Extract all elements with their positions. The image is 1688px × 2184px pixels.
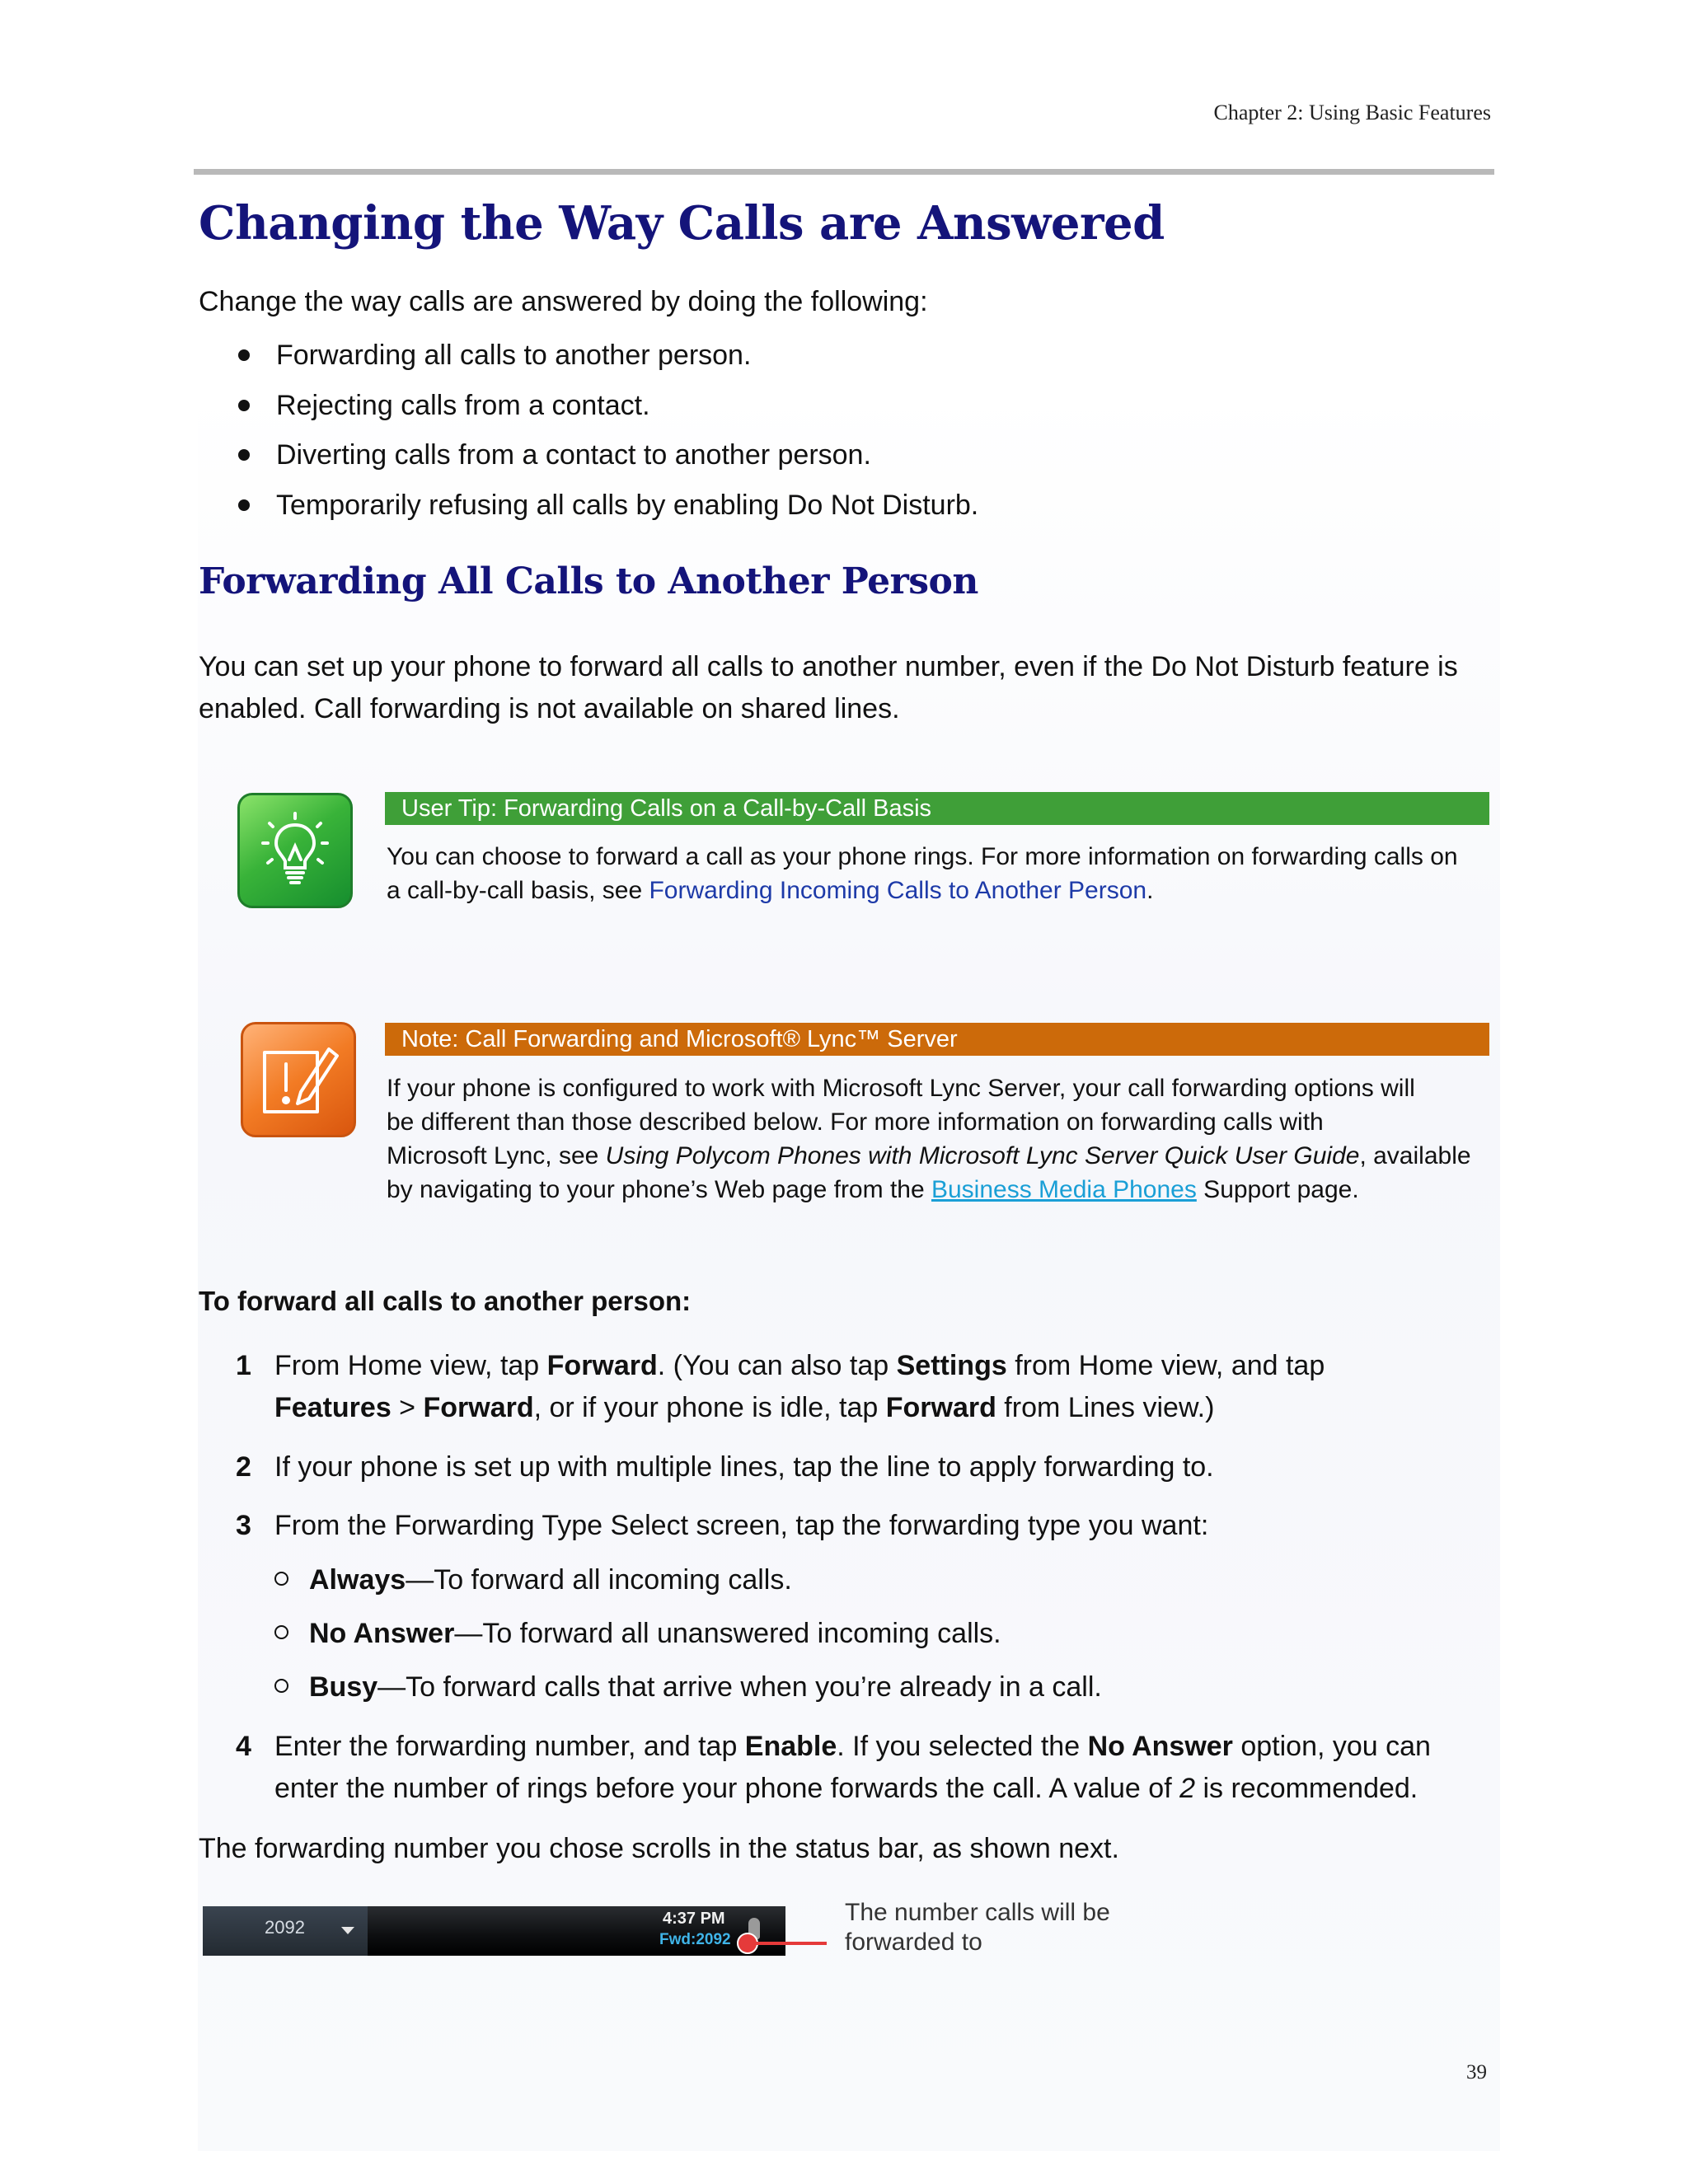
status-bar-caption: [845, 1898, 1110, 1957]
step-segment: Enter the forwarding number, and tap: [274, 1731, 745, 1762]
step-segment: from Home view, and tap: [1006, 1350, 1325, 1381]
list-item-text: Diverting calls from a contact to another person.: [276, 439, 871, 471]
step-text: [274, 1726, 1431, 1810]
step-text: From the Forwarding Type Select screen, tap the forwarding type you want:: [274, 1510, 1209, 1541]
step-text: If your phone is set up with multiple lines, tap the line to apply forwarding to.: [274, 1451, 1214, 1483]
ui-term: Forward: [423, 1392, 534, 1423]
ui-term: Enable: [744, 1731, 837, 1762]
note-pencil-icon: [241, 1022, 356, 1137]
tip-line: You can choose to forward a call as your phone rings. For more information on forwarding calls on: [387, 843, 1458, 870]
note-body: [387, 1071, 1495, 1207]
step-segment: is recommended.: [1195, 1773, 1418, 1804]
note-line: [387, 1139, 1495, 1173]
procedure-title: To forward all calls to another person:: [199, 1286, 692, 1316]
option-no-answer: [274, 1613, 1001, 1655]
chevron-down-icon: [341, 1927, 354, 1934]
step-segment: . (You can also tap: [657, 1350, 897, 1381]
page-number: 39: [1466, 2061, 1487, 2083]
phone-status-bar: [203, 1906, 785, 1956]
note-text: Microsoft Lync, see: [387, 1142, 606, 1169]
step-segment: . If you selected the: [837, 1731, 1088, 1762]
option-label: Busy: [309, 1671, 378, 1703]
bullet-icon: [238, 400, 250, 411]
tip-line: [387, 874, 1495, 907]
section-title: Changing the Way Calls are Answered: [199, 196, 1165, 251]
ui-term: No Answer: [1087, 1731, 1233, 1762]
step-segment: , or if your phone is idle, tap: [533, 1392, 886, 1423]
note-text: by navigating to your phone’s Web page from the: [387, 1176, 931, 1203]
step-number: 2: [236, 1451, 251, 1483]
paragraph-line: enabled. Call forwarding is not available on shared lines.: [199, 693, 900, 724]
ui-term: Forward: [546, 1350, 658, 1381]
note-line: If your phone is configured to work with Microsoft Lync Server, your call forwarding options will: [387, 1075, 1415, 1102]
guide-title: Using Polycom Phones with Microsoft Lync Server Quick User Guide: [605, 1142, 1360, 1169]
step-segment: >: [391, 1392, 424, 1423]
recommended-value: 2: [1179, 1773, 1196, 1804]
circle-bullet-icon: [274, 1679, 288, 1693]
note-text: , available: [1359, 1142, 1471, 1169]
option-desc: —To forward all incoming calls.: [406, 1564, 792, 1596]
bullet-icon: [238, 349, 250, 361]
list-item-text: Rejecting calls from a contact.: [276, 389, 650, 421]
option-busy: [274, 1666, 1102, 1708]
caption-line: The number calls will be: [845, 1899, 1110, 1926]
step-text: [274, 1345, 1325, 1429]
step-segment: enter the number of rings before your phone forwards the call. A value of: [274, 1773, 1180, 1804]
lightbulb-icon: [237, 793, 353, 908]
ui-term: Settings: [896, 1350, 1007, 1381]
subsection-title: Forwarding All Calls to Another Person: [199, 560, 978, 602]
option-always: [274, 1559, 792, 1601]
list-item-text: Forwarding all calls to another person.: [276, 340, 752, 371]
tip-text: .: [1146, 877, 1154, 904]
list-item: [199, 484, 978, 534]
list-item: [199, 434, 978, 484]
forwarding-incoming-calls-link[interactable]: Forwarding Incoming Calls to Another Person: [649, 877, 1147, 904]
subsection-paragraph: [199, 646, 1501, 730]
chapter-header: Chapter 2: Using Basic Features: [1213, 101, 1491, 124]
section-intro: Change the way calls are answered by doing the following:: [199, 286, 928, 317]
tip-body: [387, 840, 1495, 907]
step-number: 4: [236, 1731, 251, 1762]
list-item-text: Temporarily refusing all calls by enabling Do Not Disturb.: [276, 489, 979, 521]
list-item: [199, 334, 978, 384]
status-time: 4:37 PM: [663, 1910, 725, 1928]
note-heading: Note: Call Forwarding and Microsoft® Lync™ Server: [385, 1023, 1489, 1056]
circle-bullet-icon: [274, 1625, 288, 1639]
step-number: 1: [236, 1350, 251, 1381]
caption-line: forwarded to: [845, 1929, 982, 1956]
bullet-icon: [238, 449, 250, 461]
step-segment: From Home view, tap: [274, 1350, 547, 1381]
procedure-outro: The forwarding number you chose scrolls in the status bar, as shown next.: [199, 1833, 1119, 1864]
forward-indicator: Fwd:2092: [659, 1931, 731, 1948]
option-desc: —To forward all unanswered incoming calls.: [454, 1618, 1001, 1649]
paragraph-line: You can set up your phone to forward all calls to another number, even if the Do Not Disturb feature is: [199, 651, 1458, 682]
ui-term: Features: [274, 1392, 392, 1423]
option-label: Always: [309, 1564, 406, 1596]
option-desc: —To forward calls that arrive when you’re already in a call.: [377, 1671, 1102, 1703]
step-segment: option, you can: [1232, 1731, 1431, 1762]
note-line: [387, 1173, 1495, 1207]
bullet-icon: [238, 499, 250, 511]
bullet-list: [199, 334, 978, 533]
tip-heading: User Tip: Forwarding Calls on a Call-by-Call Basis: [385, 792, 1489, 825]
business-media-phones-link[interactable]: Business Media Phones: [931, 1176, 1197, 1203]
tip-text: a call-by-call basis, see: [387, 877, 649, 904]
list-item: [199, 384, 978, 434]
callout-line: [754, 1942, 827, 1945]
header-rule: [194, 169, 1494, 175]
circle-bullet-icon: [274, 1572, 288, 1586]
option-label: No Answer: [309, 1618, 455, 1649]
line-number: 2092: [265, 1917, 305, 1938]
note-line: be different than those described below. For more information on forwarding calls with: [387, 1108, 1324, 1136]
step-segment: from Lines view.): [996, 1392, 1215, 1423]
note-text: Support page.: [1196, 1176, 1359, 1203]
ui-term: Forward: [885, 1392, 996, 1423]
step-number: 3: [236, 1510, 251, 1541]
line-selector[interactable]: [203, 1906, 368, 1956]
